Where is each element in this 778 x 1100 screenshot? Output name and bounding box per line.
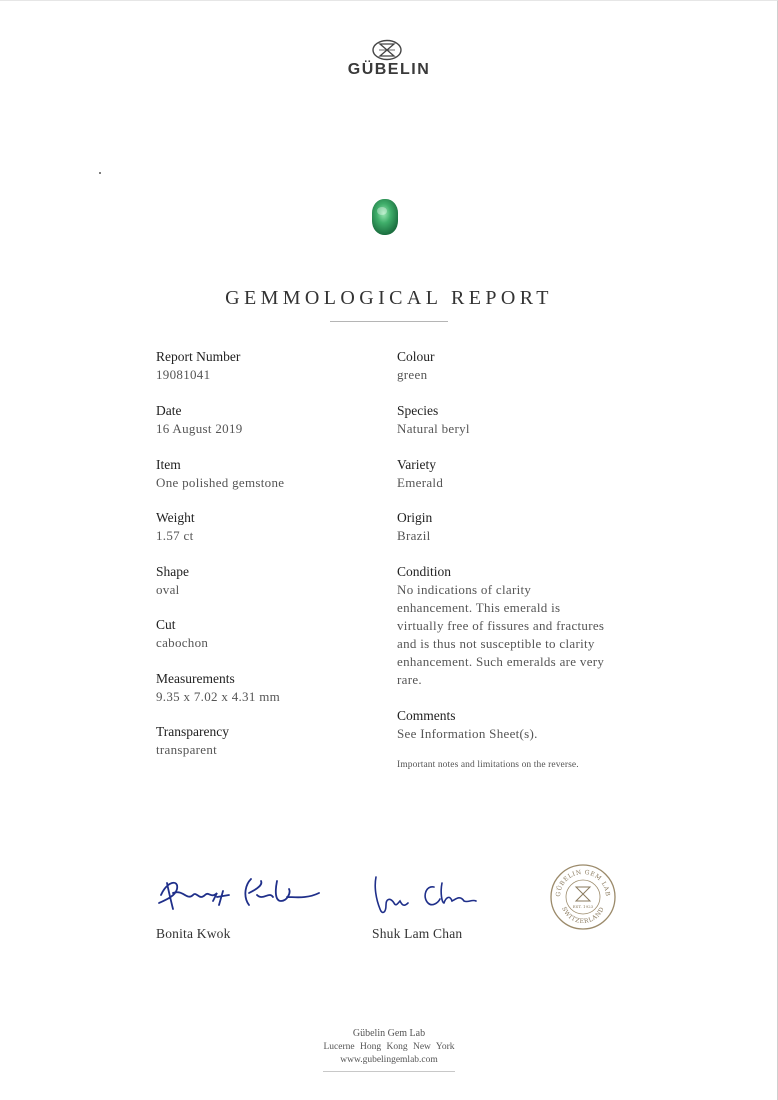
field-value: 16 August 2019 — [156, 421, 243, 436]
paper-speck — [99, 172, 101, 174]
field-variety — [397, 456, 637, 492]
hourglass-emblem-icon — [371, 39, 403, 61]
field-date — [156, 402, 396, 438]
field-shape — [156, 563, 396, 599]
field-value: Natural beryl — [397, 421, 470, 436]
svg-text:SWITZERLAND: SWITZERLAND — [560, 905, 606, 926]
signature-bonita-kwok — [153, 871, 323, 915]
field-label: Report Number — [156, 349, 241, 364]
field-label: Comments — [397, 708, 456, 723]
lab-seal-stamp-icon — [549, 863, 617, 931]
field-value: cabochon — [156, 635, 209, 650]
field-label: Date — [156, 403, 182, 418]
condition-line: enhancement. Such emeralds are very — [397, 654, 605, 669]
footer-org: Gübelin Gem Lab — [352, 1028, 426, 1039]
footer-website[interactable]: www.gubelingemlab.com — [340, 1055, 438, 1065]
emerald-gem-image — [370, 197, 400, 237]
title-divider — [330, 321, 448, 322]
field-label: Transparency — [156, 724, 229, 739]
footer-divider — [323, 1071, 455, 1072]
field-label: Condition — [397, 564, 452, 579]
condition-line: and is thus not susceptible to clarity — [397, 636, 595, 651]
condition-line: rare. — [397, 672, 422, 687]
svg-text:GÜBELIN GEM LAB: GÜBELIN GEM LAB — [554, 868, 612, 898]
field-value: One polished gemstone — [156, 475, 285, 490]
field-label: Weight — [156, 510, 195, 525]
field-origin — [397, 509, 637, 545]
svg-text:EST. 1923: EST. 1923 — [572, 904, 594, 909]
field-value: Emerald — [397, 475, 444, 490]
field-label: Origin — [397, 510, 433, 525]
report-title: GEMMOLOGICAL REPORT — [225, 287, 553, 309]
field-value: oval — [156, 582, 180, 597]
field-value: 1.57 ct — [156, 528, 194, 543]
field-label: Measurements — [156, 671, 235, 686]
field-value: 19081041 — [156, 367, 211, 382]
field-value: 9.35 x 7.02 x 4.31 mm — [156, 689, 281, 704]
reverse-notes: Important notes and limitations on the reverse. — [397, 760, 579, 770]
field-comments — [397, 707, 637, 743]
condition-line: enhancement. This emerald is — [397, 600, 561, 615]
field-label: Cut — [156, 617, 176, 632]
field-value: transparent — [156, 742, 218, 757]
field-weight — [156, 509, 396, 545]
field-label: Colour — [397, 349, 435, 364]
field-value: Brazil — [397, 528, 431, 543]
field-species — [397, 402, 637, 438]
field-label: Shape — [156, 564, 189, 579]
field-condition — [397, 563, 625, 689]
condition-line: No indications of clarity — [397, 582, 532, 597]
field-transparency — [156, 723, 396, 759]
field-cut — [156, 616, 396, 652]
field-label: Item — [156, 457, 181, 472]
footer-locations: Lucerne Hong Kong New York — [323, 1042, 455, 1052]
field-label: Variety — [397, 457, 436, 472]
signatory-name: Bonita Kwok — [156, 926, 231, 941]
field-report-number — [156, 348, 396, 384]
field-value: See Information Sheet(s). — [397, 726, 538, 741]
signature-shuk-lam-chan — [370, 873, 480, 919]
field-label: Species — [397, 403, 439, 418]
field-value: green — [397, 367, 428, 382]
field-measurements — [156, 670, 396, 706]
field-colour — [397, 348, 637, 384]
field-item — [156, 456, 396, 492]
condition-line: virtually free of fissures and fractures — [397, 618, 605, 633]
brand-name: GÜBELIN — [347, 61, 431, 78]
signatory-name: Shuk Lam Chan — [372, 926, 463, 941]
